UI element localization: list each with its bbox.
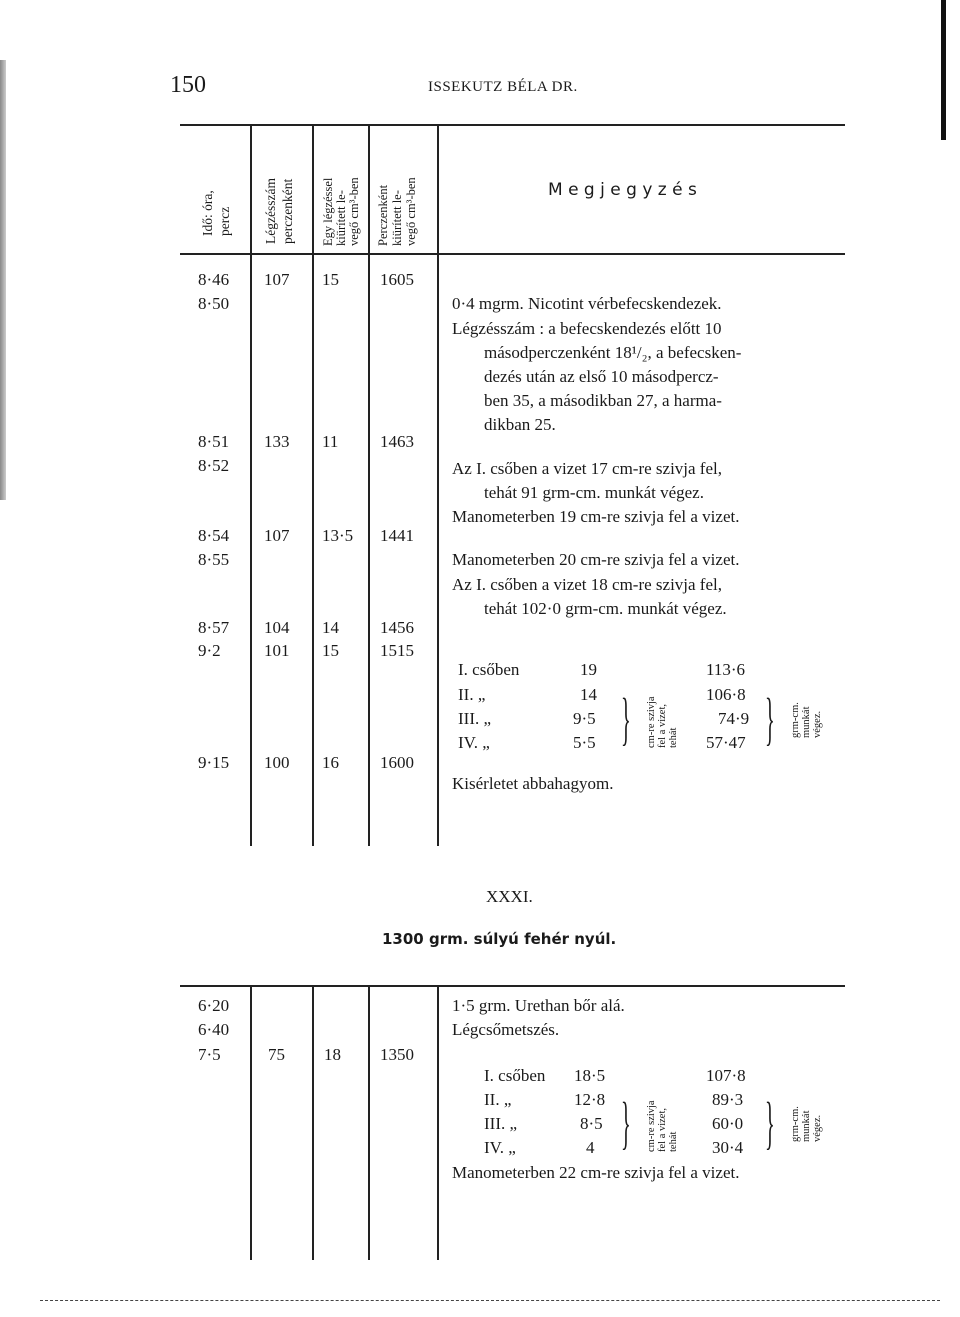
tube-work: 74·9 xyxy=(718,709,750,728)
col2-divider-3 xyxy=(368,985,370,1260)
volume-per-breath-cell: 14 xyxy=(322,618,339,637)
tube-work: 89·3 xyxy=(712,1090,744,1109)
time-cell: 9·15 xyxy=(198,753,230,772)
tube-work: 60·0 xyxy=(712,1114,744,1133)
tube-cm: 5·5 xyxy=(573,733,596,752)
note-line: 1·5 grm. Urethan bőr alá. xyxy=(452,996,625,1015)
volume-per-breath-cell: 18 xyxy=(324,1045,341,1064)
breaths-cell: 104 xyxy=(264,618,290,637)
right-brace: } xyxy=(765,686,775,751)
final-note: Kisérletet abbahagyom. xyxy=(452,774,614,793)
tube-work: 30·4 xyxy=(712,1138,744,1157)
time-cell: 8·50 xyxy=(198,294,230,313)
volume-per-minute-cell: 1350 xyxy=(380,1045,414,1064)
breaths-cell: 107 xyxy=(264,526,290,545)
tube-cm: 14 xyxy=(580,685,597,704)
header-volume-per-minute: Perczenként kiürített le- vegő cm³-ben xyxy=(376,177,418,246)
col-divider-2 xyxy=(312,124,314,846)
col2-divider-1 xyxy=(250,985,252,1260)
time-cell: 8·55 xyxy=(198,550,230,569)
tube-cm: 19 xyxy=(580,660,597,679)
col-divider-4 xyxy=(437,124,439,846)
col-divider-1 xyxy=(250,124,252,846)
volume-per-minute-cell: 1463 xyxy=(380,432,414,451)
breaths-cell: 75 xyxy=(268,1045,285,1064)
note-line: ben 35, a másodikban 27, a harma- xyxy=(484,391,722,410)
time-cell: 8·52 xyxy=(198,456,230,475)
note-line: Az I. csőben a vizet 18 cm-re szivja fel, xyxy=(452,575,722,594)
tube-work: 57·47 xyxy=(706,733,746,752)
time-cell: 8·51 xyxy=(198,432,230,451)
tube-cm: 4 xyxy=(586,1138,595,1157)
time-cell: 8·54 xyxy=(198,526,230,545)
left-brace: } xyxy=(621,1090,631,1155)
tube-cm: 12·8 xyxy=(574,1090,606,1109)
volume-per-breath-cell: 16 xyxy=(322,753,339,772)
table-top-rule xyxy=(180,124,845,126)
brace-label-work: grm-cm. munkát végez. xyxy=(790,1106,823,1142)
tube-label: III. „ xyxy=(484,1114,518,1133)
time-cell: 7·5 xyxy=(198,1045,221,1064)
tube-cm: 18·5 xyxy=(574,1066,606,1085)
tube-label: II. „ xyxy=(484,1090,512,1109)
tube-label: IV. „ xyxy=(484,1138,516,1157)
note-line: Légcsőmetszés. xyxy=(452,1020,560,1039)
tube-cm: 8·5 xyxy=(580,1114,603,1133)
note-line: tehát 91 grm-cm. munkát végez. xyxy=(484,483,704,502)
time-cell: 8·46 xyxy=(198,270,230,289)
final-note: Manometerben 22 cm-re szivja fel a vizet. xyxy=(452,1163,740,1182)
volume-per-minute-cell: 1515 xyxy=(380,641,414,660)
section-number: XXXI. xyxy=(486,887,533,906)
running-title: ISSEKUTZ BÉLA DR. xyxy=(428,79,578,95)
breaths-cell: 100 xyxy=(264,753,290,772)
volume-per-breath-cell: 15 xyxy=(322,270,339,289)
table2-top-rule xyxy=(180,985,845,987)
volume-per-breath-cell: 15 xyxy=(322,641,339,660)
tube-work: 106·8 xyxy=(706,685,746,704)
header-volume-per-breath: Egy légzéssel kiürített le- vegő cm³-ben xyxy=(321,177,361,246)
volume-per-minute-cell: 1441 xyxy=(380,526,414,545)
volume-per-minute-cell: 1456 xyxy=(380,618,414,637)
note-line: másodperczenként 18¹/₂, a befecsken- xyxy=(484,343,742,362)
tube-label: IV. „ xyxy=(458,733,490,752)
col-divider-3 xyxy=(368,124,370,846)
note-line: Az I. csőben a vizet 17 cm-re szivja fel, xyxy=(452,459,722,478)
note-line: 0·4 mgrm. Nicotint vérbefecskendezek. xyxy=(452,294,722,313)
tube-label: I. csőben xyxy=(484,1066,546,1085)
page-number: 150 xyxy=(170,72,206,98)
note-line: Manometerben 19 cm-re szivja fel a vizet. xyxy=(452,507,740,526)
volume-per-breath-cell: 11 xyxy=(322,432,339,451)
time-cell: 8·57 xyxy=(198,618,230,637)
header-time: Idő: óra, percz xyxy=(200,190,232,236)
brace-label-suck: cm-re szivja fel a vizet, tehát xyxy=(646,696,679,748)
breaths-cell: 133 xyxy=(264,432,290,451)
note-line: dikban 25. xyxy=(484,415,556,434)
left-brace: } xyxy=(621,686,631,751)
bottom-dash-line xyxy=(40,1300,940,1301)
binding-edge-right xyxy=(941,0,946,140)
brace-label-work: grm-cm. munkát végez. xyxy=(790,702,823,738)
note-line: Légzésszám : a befecskendezés előtt 10 xyxy=(452,319,722,338)
time-cell: 6·20 xyxy=(198,996,230,1015)
volume-per-minute-cell: 1600 xyxy=(380,753,414,772)
breaths-cell: 101 xyxy=(264,641,290,660)
tube-label: I. csőben xyxy=(458,660,520,679)
col2-divider-2 xyxy=(312,985,314,1260)
col2-divider-4 xyxy=(437,985,439,1260)
time-cell: 6·40 xyxy=(198,1020,230,1039)
header-notes: M e g j e g y z é s xyxy=(548,180,697,200)
binding-edge-left xyxy=(0,60,6,500)
tube-work: 113·6 xyxy=(706,660,746,679)
note-line: dezés után az első 10 másodpercz- xyxy=(484,367,719,386)
header-breaths: Légzésszám perczenként xyxy=(263,178,295,244)
section-title: 1300 grm. súlyú fehér nyúl. xyxy=(382,930,617,948)
tube-cm: 9·5 xyxy=(573,709,596,728)
time-cell: 9·2 xyxy=(198,641,221,660)
breaths-cell: 107 xyxy=(264,270,290,289)
tube-label: II. „ xyxy=(458,685,486,704)
header-bottom-rule xyxy=(180,253,845,255)
note-line: tehát 102·0 grm-cm. munkát végez. xyxy=(484,599,727,618)
right-brace: } xyxy=(765,1090,775,1155)
tube-label: III. „ xyxy=(458,709,492,728)
note-line: Manometerben 20 cm-re szivja fel a vizet. xyxy=(452,550,740,569)
volume-per-breath-cell: 13·5 xyxy=(322,526,354,545)
volume-per-minute-cell: 1605 xyxy=(380,270,414,289)
tube-work: 107·8 xyxy=(706,1066,746,1085)
brace-label-suck: cm-re szivja fel a vizet, tehát xyxy=(646,1100,679,1152)
